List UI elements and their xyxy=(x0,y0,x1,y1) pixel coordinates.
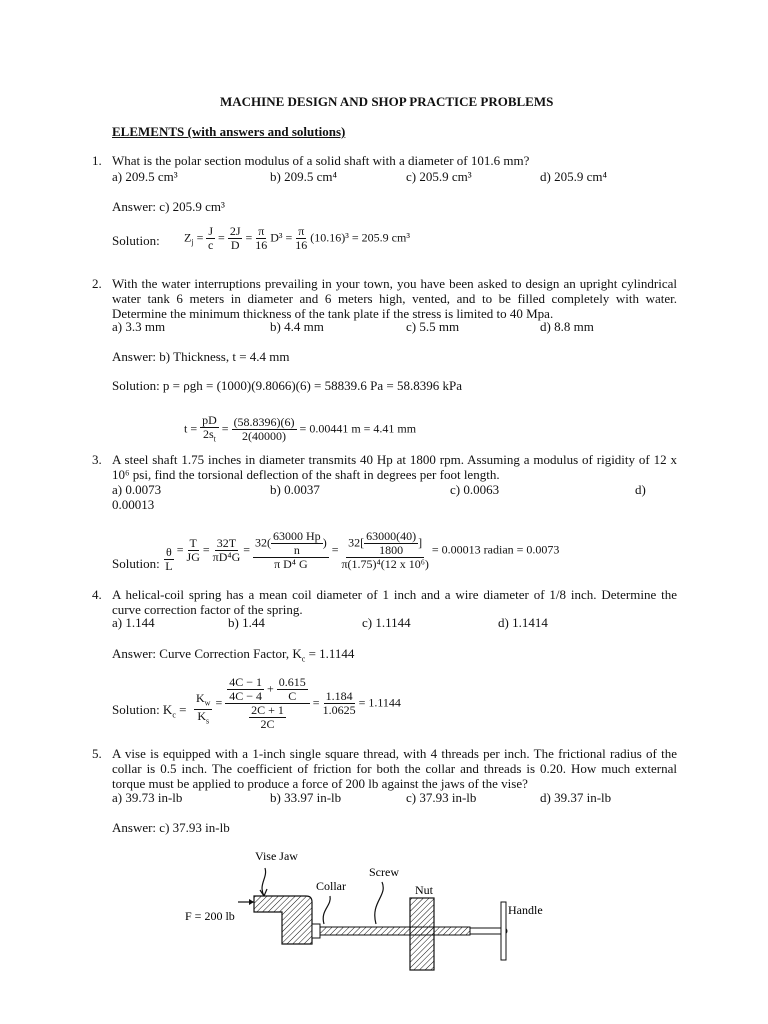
solution-label: Solution: $K_c$ = xyxy=(112,702,187,720)
eq-lhs: Z xyxy=(184,230,192,245)
question-text: A vise is equipped with a 1-inch single square thread, with 4 threads per inch. The frictional radius of the collar is 0.5 inch. The coefficient of friction for both the collar and threads is 0.20. How much external torque must be applied to produce a force of 200 lb against the jaws of the vise? xyxy=(112,746,677,791)
solution-label: Solution: xyxy=(112,233,160,248)
equation-curve-factor: $\frac{K_w}{K_s}$ = $\frac{4C - 1}{4C - 4}$ + $\frac{0.615}{C}$ $\frac{2C + 1}{2C}$ = $\frac{1.184}{1.0625}$ = 1.1144 xyxy=(196,675,401,731)
section-heading: ELEMENTS (with answers and solutions) xyxy=(112,124,346,139)
answer: Answer: c) 37.93 in-lb xyxy=(112,820,230,835)
equation-deflection: $\frac{\theta}{L}$ = $\frac{T}{JG}$ = $\frac{32T}{\text{πD⁴G}}$ = 32( $\frac{63000 Hp}{n}$ ) π D⁴ G = 32[ $\frac{63000(40)}{1800}$ ] π(1.75)⁴(12 x 10⁶) = 0.00013 radian = 0.0073 xyxy=(165,529,560,573)
label-handle: Handle xyxy=(508,903,543,917)
question-text: What is the polar section modulus of a solid shaft with a diameter of 101.6 mm? xyxy=(112,153,530,168)
equation-polar-modulus: $Z_j$ = $\frac{J}{c}$ = $\frac{2J}{D}$ = $\frac{\pi}{16}$ D³ = $\frac{\pi}{16}$ (10.16)³ = 205.9 cm³ xyxy=(184,224,410,252)
label-force: F = 200 lb xyxy=(185,909,235,923)
solution-label: Solution: xyxy=(112,556,160,571)
question-number: 4. xyxy=(92,587,102,602)
choice-d: d) xyxy=(635,482,646,497)
question-text: A steel shaft 1.75 inches in diameter transmits 40 Hp at 1800 rpm. Assuming a modulus of rigidity of 12 x 10⁶ psi, find the torsional deflection of the shaft in degrees per foot length. xyxy=(112,452,677,482)
handle-bar xyxy=(501,902,506,960)
question-number: 2. xyxy=(92,276,102,291)
vise-diagram xyxy=(170,840,550,980)
answer: Answer: c) 205.9 cm³ xyxy=(112,199,225,214)
choice-c: c) 1.1144 xyxy=(362,615,411,630)
pointer-screw xyxy=(375,882,383,924)
label-collar: Collar xyxy=(316,879,346,893)
choice-a: a) 1.144 xyxy=(112,615,155,630)
choice-c: c) 5.5 mm xyxy=(406,319,460,334)
question-text: A helical-coil spring has a mean coil diameter of 1 inch and a wire diameter of 1/8 inch. Determine the curve correction factor of the spring. xyxy=(112,587,677,617)
choice-a: a) 0.0073 xyxy=(112,482,162,497)
question-number: 5. xyxy=(92,746,102,761)
label-screw: Screw xyxy=(369,865,399,879)
choice-b: b) 0.0037 xyxy=(270,482,320,497)
screw xyxy=(320,927,470,935)
question-number: 3. xyxy=(92,452,102,467)
choice-a: a) 209.5 cm³ xyxy=(112,169,178,184)
solution-pressure: Solution: p = ρgh = (1000)(9.8066)(6) = 58839.6 Pa = 58.8396 kPa xyxy=(112,378,462,393)
pointer-collar xyxy=(323,896,330,924)
eq-result: (10.16)³ = 205.9 cm³ xyxy=(310,230,410,245)
page-title: MACHINE DESIGN AND SHOP PRACTICE PROBLEMS xyxy=(220,94,554,109)
choice-c: c) 205.9 cm³ xyxy=(406,169,472,184)
answer: Answer: Curve Correction Factor, $K_c = 1.1144$ xyxy=(112,646,355,664)
label-nut: Nut xyxy=(415,883,433,897)
choice-c: c) 37.93 in-lb xyxy=(406,790,477,805)
pointer-vise-jaw xyxy=(262,868,266,896)
choice-a: a) 39.73 in-lb xyxy=(112,790,183,805)
question-number: 1. xyxy=(92,153,102,168)
choice-d: d) 1.1414 xyxy=(498,615,548,630)
choice-b: b) 209.5 cm⁴ xyxy=(270,169,337,184)
choice-b: b) 1.44 xyxy=(228,615,265,630)
vise-jaw xyxy=(254,896,312,944)
choice-d: d) 205.9 cm⁴ xyxy=(540,169,607,184)
question-text: With the water interruptions prevailing in your town, you have been asked to design an upright cylindrical water tank 6 meters in diameter and 6 meters high, vented, and to be filled completely with water. Determine the minimum thickness of the tank plate if the stress is limited to 40 Mpa. xyxy=(112,276,677,321)
choice-d: d) 39.37 in-lb xyxy=(540,790,612,805)
choice-d-value: 0.00013 xyxy=(112,497,155,512)
choice-b: b) 4.4 mm xyxy=(270,319,324,334)
answer: Answer: b) Thickness, t = 4.4 mm xyxy=(112,349,290,364)
handle-shaft xyxy=(470,928,504,934)
label-vise-jaw: Vise Jaw xyxy=(255,849,298,863)
collar xyxy=(312,924,320,938)
nut xyxy=(410,898,434,970)
choice-a: a) 3.3 mm xyxy=(112,319,166,334)
choice-b: b) 33.97 in-lb xyxy=(270,790,342,805)
choice-c: c) 0.0063 xyxy=(450,482,500,497)
equation-thickness: t = $\frac{pD}{2s_t}$ = $\frac{(58.8396)(6)}{2(40000)}$ = 0.00441 m = 4.41 mm xyxy=(184,413,417,444)
choice-d: d) 8.8 mm xyxy=(540,319,594,334)
